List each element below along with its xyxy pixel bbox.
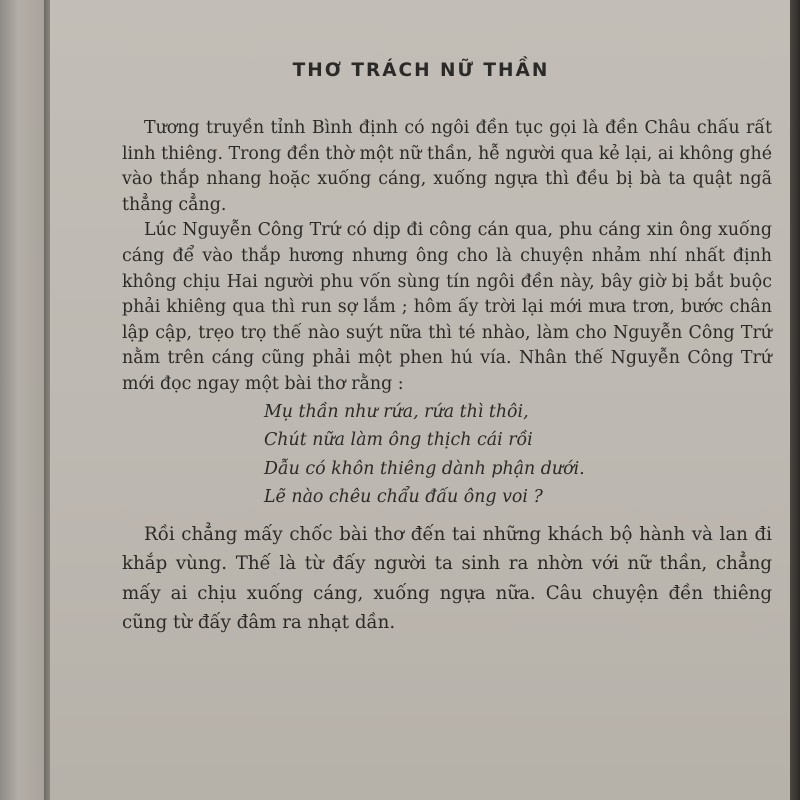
paragraph-1: Tương truyền tỉnh Bình định có ngôi đền tục gọi là đền Châu chấu rất linh thiêng. Trong đền thờ một nữ thần, hễ người qua kẻ lại, ai không ghé vào thắp nhang hoặc xuống cáng, xuống ngựa thì đều bị bà ta quật ngã thẳng cẳng. xyxy=(122,118,772,215)
page-shadow-edge xyxy=(790,0,800,800)
facing-page-edge xyxy=(0,0,46,800)
paragraph-2: Lúc Nguyễn Công Trứ có dịp đi công cán qua, phu cáng xin ông xuống cáng để vào thắp hương nhưng ông cho là chuyện nhảm nhí nhất định không chịu Hai người phu vốn sùng tín ngôi đền này, bây giờ bị bắt buộc phải khiêng qua thì run sợ lắm ; hôm ấy trời lại mới mưa trơn, bước chân lập cập, trẹo trọ thế nào suýt nữa thì té nhào, làm cho Nguyễn Công Trứ nằm trên cáng cũng phải một phen hú vía. Nhân thế Nguyễn Công Trứ mới đọc ngay một bài thơ rằng : xyxy=(122,220,772,394)
poem-line-1: Mụ thần như rứa, rứa thì thôi, xyxy=(264,401,529,422)
poem-line-4: Lẽ nào chêu chẩu đấu ông voi ? xyxy=(264,487,543,508)
page-title: THƠ TRÁCH NỮ THẦN xyxy=(292,60,550,81)
poem-block xyxy=(122,398,772,512)
book-page xyxy=(50,0,792,800)
poem-line-3: Dẫu có khôn thiêng dành phận dưới. xyxy=(264,458,585,479)
poem-line-2: Chút nữa làm ông thịch cái rồi xyxy=(264,430,533,451)
closing-paragraph: Rồi chẳng mấy chốc bài thơ đến tai những khách bộ hành và lan đi khắp vùng. Thế là từ đấy người ta sinh ra nhờn với nữ thần, chẳng mấy ai chịu xuống cáng, xuống ngựa nữa. Câu chuyện đền thiêng cũng từ đấy đâm ra nhạt dần. xyxy=(122,523,772,634)
page-body xyxy=(122,116,772,638)
